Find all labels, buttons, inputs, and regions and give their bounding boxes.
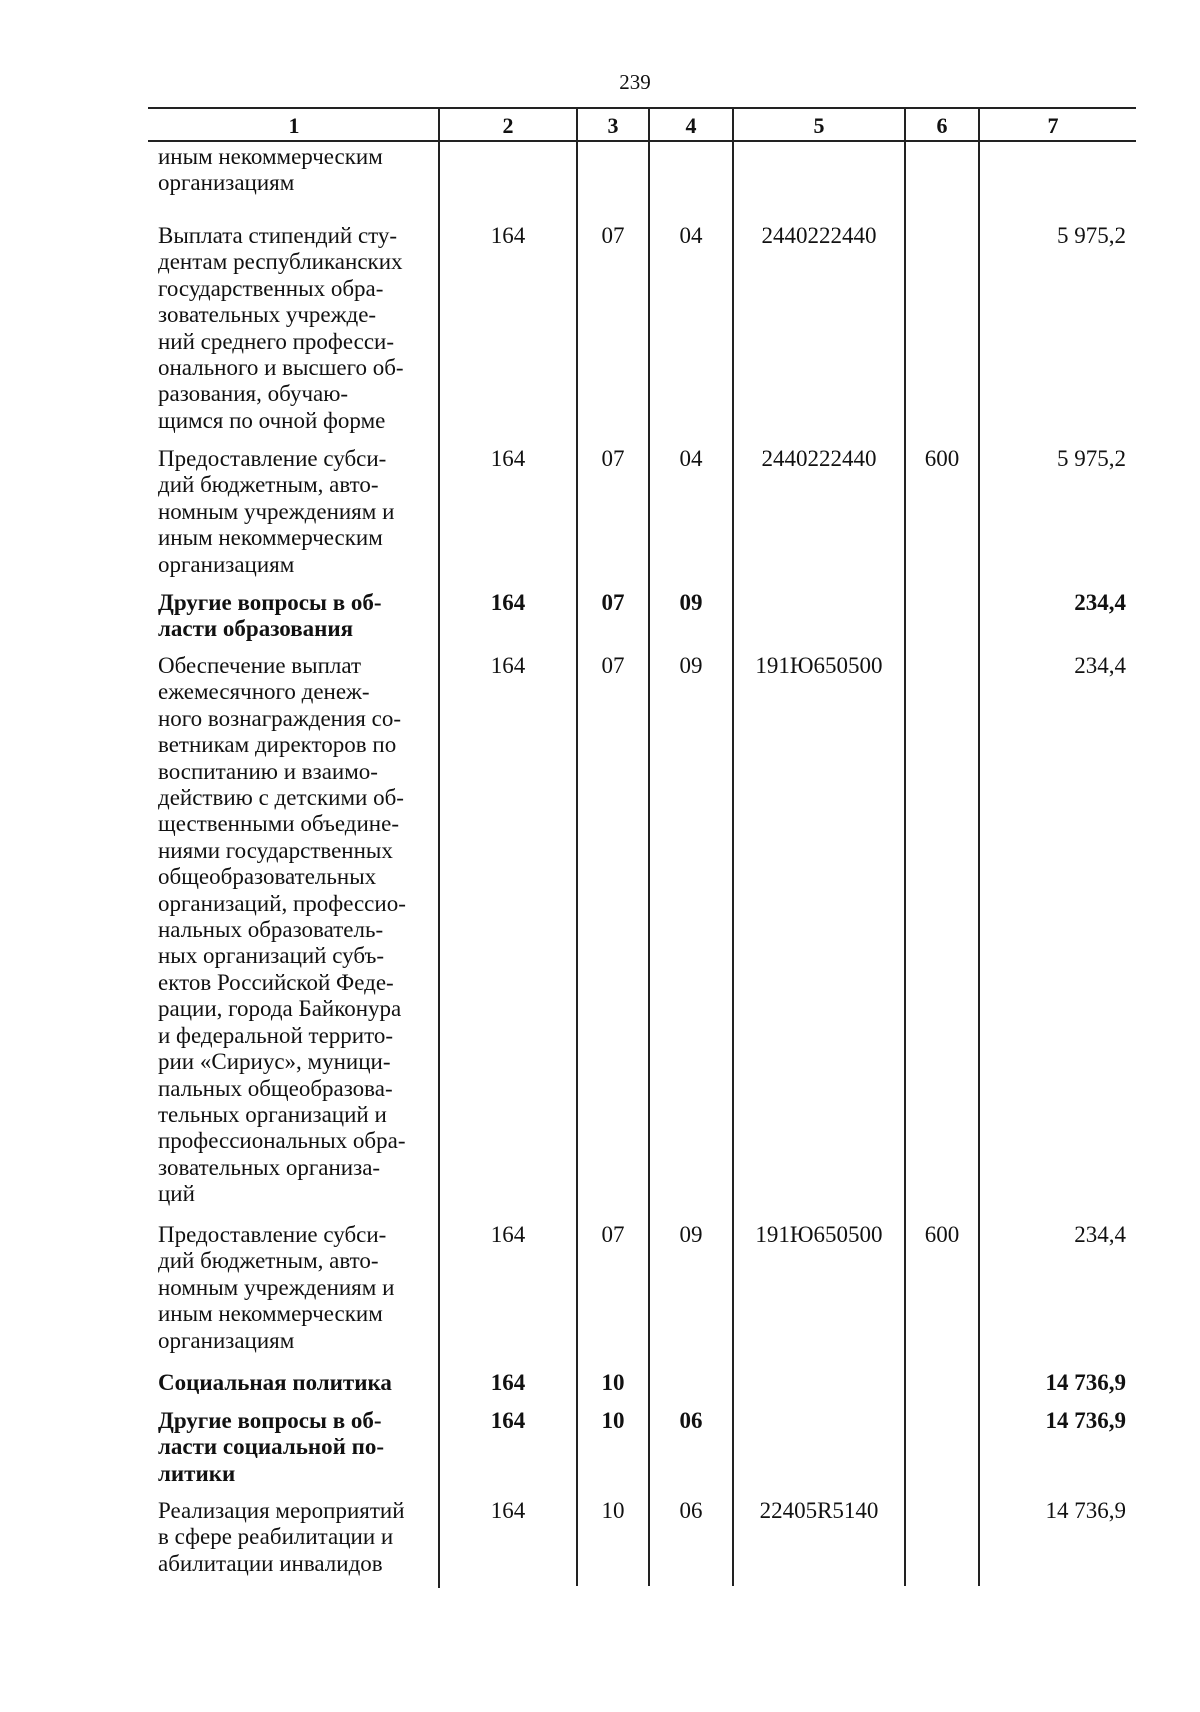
row-section-cell: 164 — [490, 1408, 526, 1433]
table-top-rule — [148, 107, 1136, 109]
row-chapter-cell: 10 — [601, 1370, 625, 1395]
page-number: 239 — [619, 70, 651, 94]
column-header: 6 — [936, 113, 948, 138]
row-section-cell: 164 — [490, 590, 526, 615]
column-header: 2 — [502, 113, 514, 138]
row-section-cell: 164 — [490, 446, 526, 471]
row-amount-cell: 5 975,2 — [1057, 446, 1126, 471]
col-divider — [438, 108, 440, 1588]
row-amount-cell: 14 736,9 — [1045, 1408, 1126, 1433]
row-section-cell: 164 — [490, 1498, 526, 1523]
row-chapter-cell: 10 — [601, 1498, 625, 1523]
row-chapter-cell: 07 — [601, 1222, 625, 1247]
row-chapter-cell: 07 — [601, 446, 625, 471]
row-target-cell: 2440222440 — [761, 446, 877, 471]
column-header: 3 — [607, 113, 619, 138]
header-bottom-rule — [148, 140, 1136, 142]
row-name-cell: Предоставление субси- дий бюджетным, авто- номным учреждениям и иным некоммерческим организациям — [158, 1222, 395, 1353]
column-header: 5 — [813, 113, 825, 138]
row-section-cell: 164 — [490, 1370, 526, 1395]
row-chapter-cell: 07 — [601, 590, 625, 615]
col-divider — [576, 108, 578, 1586]
row-section-cell: 164 — [490, 653, 526, 678]
row-section-cell: 164 — [490, 223, 526, 248]
row-amount-cell: 234,4 — [1074, 653, 1126, 678]
row-subchapter-cell: 06 — [679, 1408, 703, 1433]
row-name-cell: Выплата стипендий сту- дентам республиканских государственных обра- зовательных учрежде- ний среднего професси- онального и высшего об- разования, обучаю- щимся по очной форме — [158, 223, 404, 433]
row-subchapter-cell: 04 — [679, 223, 703, 248]
row-subchapter-cell: 09 — [679, 590, 703, 615]
row-name-cell: Обеспечение выплат ежемесячного денеж- ного вознаграждения со- ветникам директоров по воспитанию и взаимо- действию с детскими об- щественными объедине- ниями государственных общеобразовательных организаций, профессио- нальных образователь- ных организаций субъ- ектов Российской Феде- рации, города Байконура и федеральной террито- рии «Сириус», муници- пальных общеобразова- тельных организаций и профессиональных обра- зовательных организа- ций — [158, 653, 406, 1207]
row-amount-cell: 5 975,2 — [1057, 223, 1126, 248]
row-amount-cell: 234,4 — [1074, 590, 1126, 615]
col-divider — [978, 108, 980, 1586]
row-name-cell: Другие вопросы в об- ласти образования — [158, 590, 382, 642]
column-header: 7 — [1047, 113, 1059, 138]
col-divider — [904, 108, 906, 1586]
row-name-cell: Социальная политика — [158, 1370, 392, 1395]
row-subchapter-cell: 04 — [679, 446, 703, 471]
column-header: 1 — [288, 113, 300, 138]
col-divider — [732, 108, 734, 1586]
row-chapter-cell: 07 — [601, 223, 625, 248]
row-subchapter-cell: 06 — [679, 1498, 703, 1523]
column-header: 4 — [685, 113, 697, 138]
row-target-cell: 22405R5140 — [759, 1498, 879, 1523]
row-amount-cell: 14 736,9 — [1045, 1370, 1126, 1395]
row-name-cell: Предоставление субси- дий бюджетным, авто- номным учреждениям и иным некоммерческим организациям — [158, 446, 395, 577]
row-chapter-cell: 07 — [601, 653, 625, 678]
row-amount-cell: 234,4 — [1074, 1222, 1126, 1247]
row-subchapter-cell: 09 — [679, 1222, 703, 1247]
row-target-cell: 2440222440 — [761, 223, 877, 248]
col-divider — [648, 108, 650, 1586]
row-name-cell: Другие вопросы в об- ласти социальной по- литики — [158, 1408, 385, 1486]
row-type-cell: 600 — [924, 446, 960, 471]
row-name-cell: иным некоммерческим организациям — [158, 144, 383, 196]
row-chapter-cell: 10 — [601, 1408, 625, 1433]
row-name-cell: Реализация мероприятий в сфере реабилитации и абилитации инвалидов — [158, 1498, 405, 1576]
row-type-cell: 600 — [924, 1222, 960, 1247]
row-section-cell: 164 — [490, 1222, 526, 1247]
row-target-cell: 191Ю650500 — [755, 1222, 883, 1247]
row-target-cell: 191Ю650500 — [755, 653, 883, 678]
row-subchapter-cell: 09 — [679, 653, 703, 678]
row-amount-cell: 14 736,9 — [1045, 1498, 1126, 1523]
